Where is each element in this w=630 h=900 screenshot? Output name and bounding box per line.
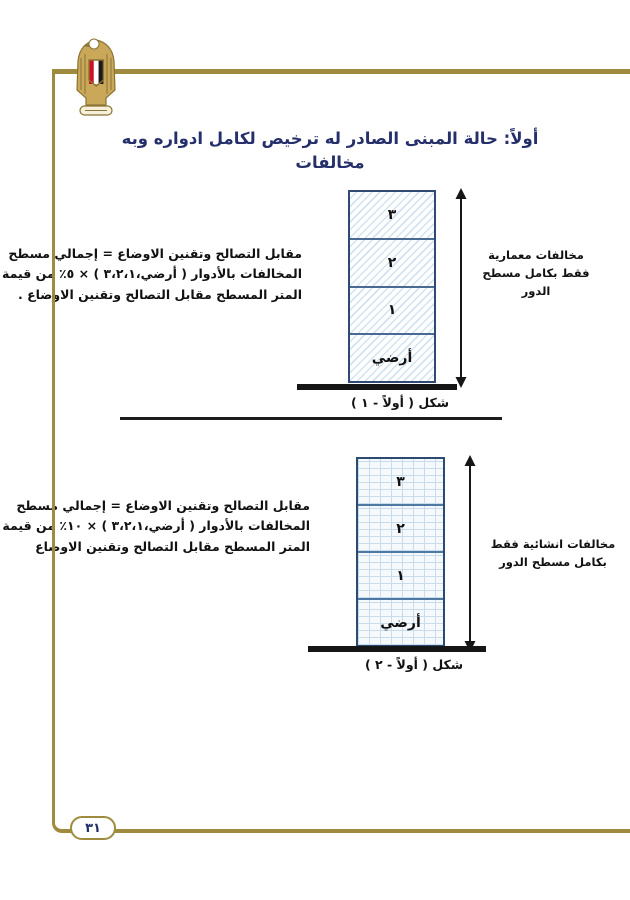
side-label-line: بكامل مسطح الدور (499, 554, 607, 569)
page-number: ٣١ (85, 820, 101, 836)
page-frame-border (2, 71, 630, 833)
floor-label: ٣ (396, 473, 405, 490)
page-number-badge (70, 816, 116, 840)
formula-line: مقابل التصالح وتقنين الاوضاع = إجمالي مسطح (16, 498, 310, 513)
egypt-coat-of-arms-icon (66, 34, 126, 122)
side-label-line: مخالفات انشائية فقط (490, 537, 616, 551)
formula-line: المخالفات بالأدوار ( أرضي،٣،٢،١ ) × ١٠٪ من قيمة (2, 518, 310, 534)
floor-label: أرضي (371, 350, 413, 367)
formula-line: المخالفات بالأدوار ( أرضي،٣،٢،١ ) × ٥٪ من قيمة (2, 266, 302, 282)
side-label-line: مخالفات معمارية (488, 248, 584, 262)
page-title: أولاً: حالة المبنى الصادر له ترخيص لكامل ادواره وبه مخالفات (121, 129, 539, 172)
formula-line: مقابل التصالح وتقنين الاوضاع = إجمالي مسطح (8, 246, 302, 261)
floor-label: ٢ (387, 254, 397, 271)
floor-label: ٢ (396, 520, 405, 537)
floor-label: ١ (387, 302, 397, 319)
figure1-caption: شكل ( أولاً - ١ ) (350, 395, 450, 410)
side-label-line: الدور (521, 283, 551, 298)
figure2-caption: شكل ( أولاً - ٢ ) (364, 657, 464, 672)
formula-line: المتر المسطح مقابل التصالح وتقنين الاوضاع . (17, 286, 302, 302)
floor-label: ١ (396, 567, 405, 584)
floor-label: ٣ (387, 206, 397, 223)
side-label-line: فقط بكامل مسطح (482, 265, 590, 280)
formula-line: المتر المسطح مقابل التصالح وتقنين الاوضاع (35, 538, 310, 554)
floor-label: أرضي (380, 614, 421, 631)
